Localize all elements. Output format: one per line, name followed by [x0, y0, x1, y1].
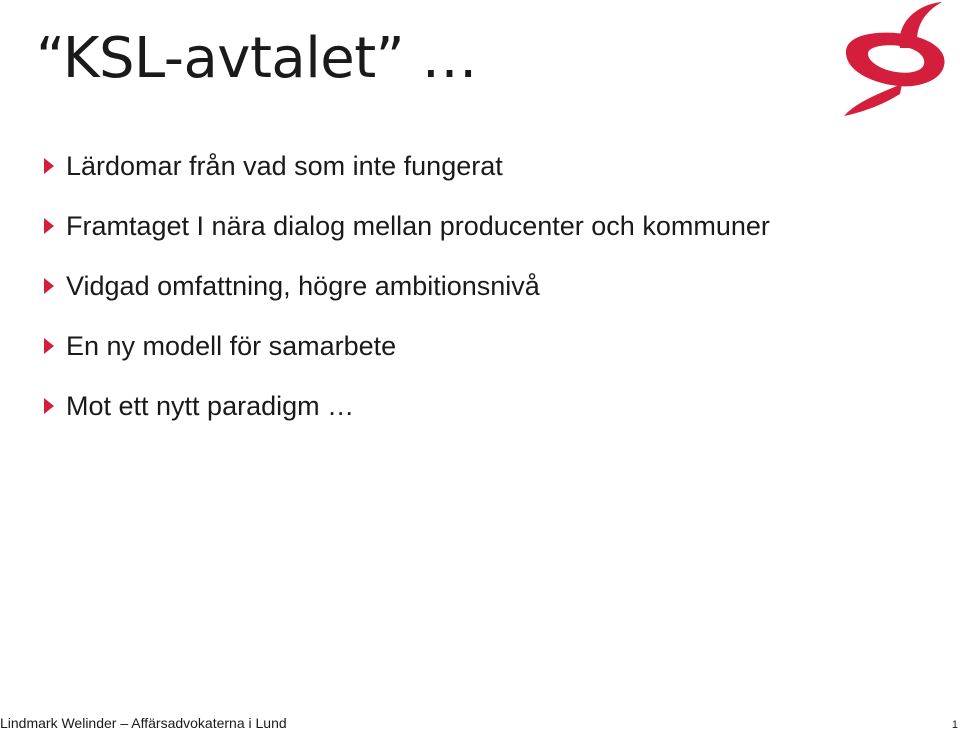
- bullet-list: [44, 136, 770, 436]
- bullet-item: [44, 196, 770, 256]
- bullet-item: [44, 256, 770, 316]
- bullet-item: [44, 316, 770, 376]
- bullet-text: En ny modell för samarbete: [66, 331, 397, 361]
- bullet-text: Framtaget I nära dialog mellan producenter och kommuner: [66, 211, 770, 241]
- bullet-item: [44, 136, 770, 196]
- triangle-bullet-icon: [44, 278, 54, 294]
- slide-footer: Lindmark Welinder – Affärsadvokaterna i Lund: [0, 715, 287, 731]
- triangle-bullet-icon: [44, 158, 54, 174]
- red-swirl-logo-icon: [838, 0, 950, 118]
- bullet-text: Vidgad omfattning, högre ambitionsnivå: [66, 271, 540, 301]
- slide-title: “KSL-avtalet” …: [36, 26, 477, 91]
- page-number: 1: [951, 719, 958, 731]
- triangle-bullet-icon: [44, 218, 54, 234]
- triangle-bullet-icon: [44, 338, 54, 354]
- triangle-bullet-icon: [44, 398, 54, 414]
- bullet-text: Lärdomar från vad som inte fungerat: [66, 151, 503, 181]
- bullet-item: [44, 376, 770, 436]
- bullet-text: Mot ett nytt paradigm …: [66, 391, 355, 421]
